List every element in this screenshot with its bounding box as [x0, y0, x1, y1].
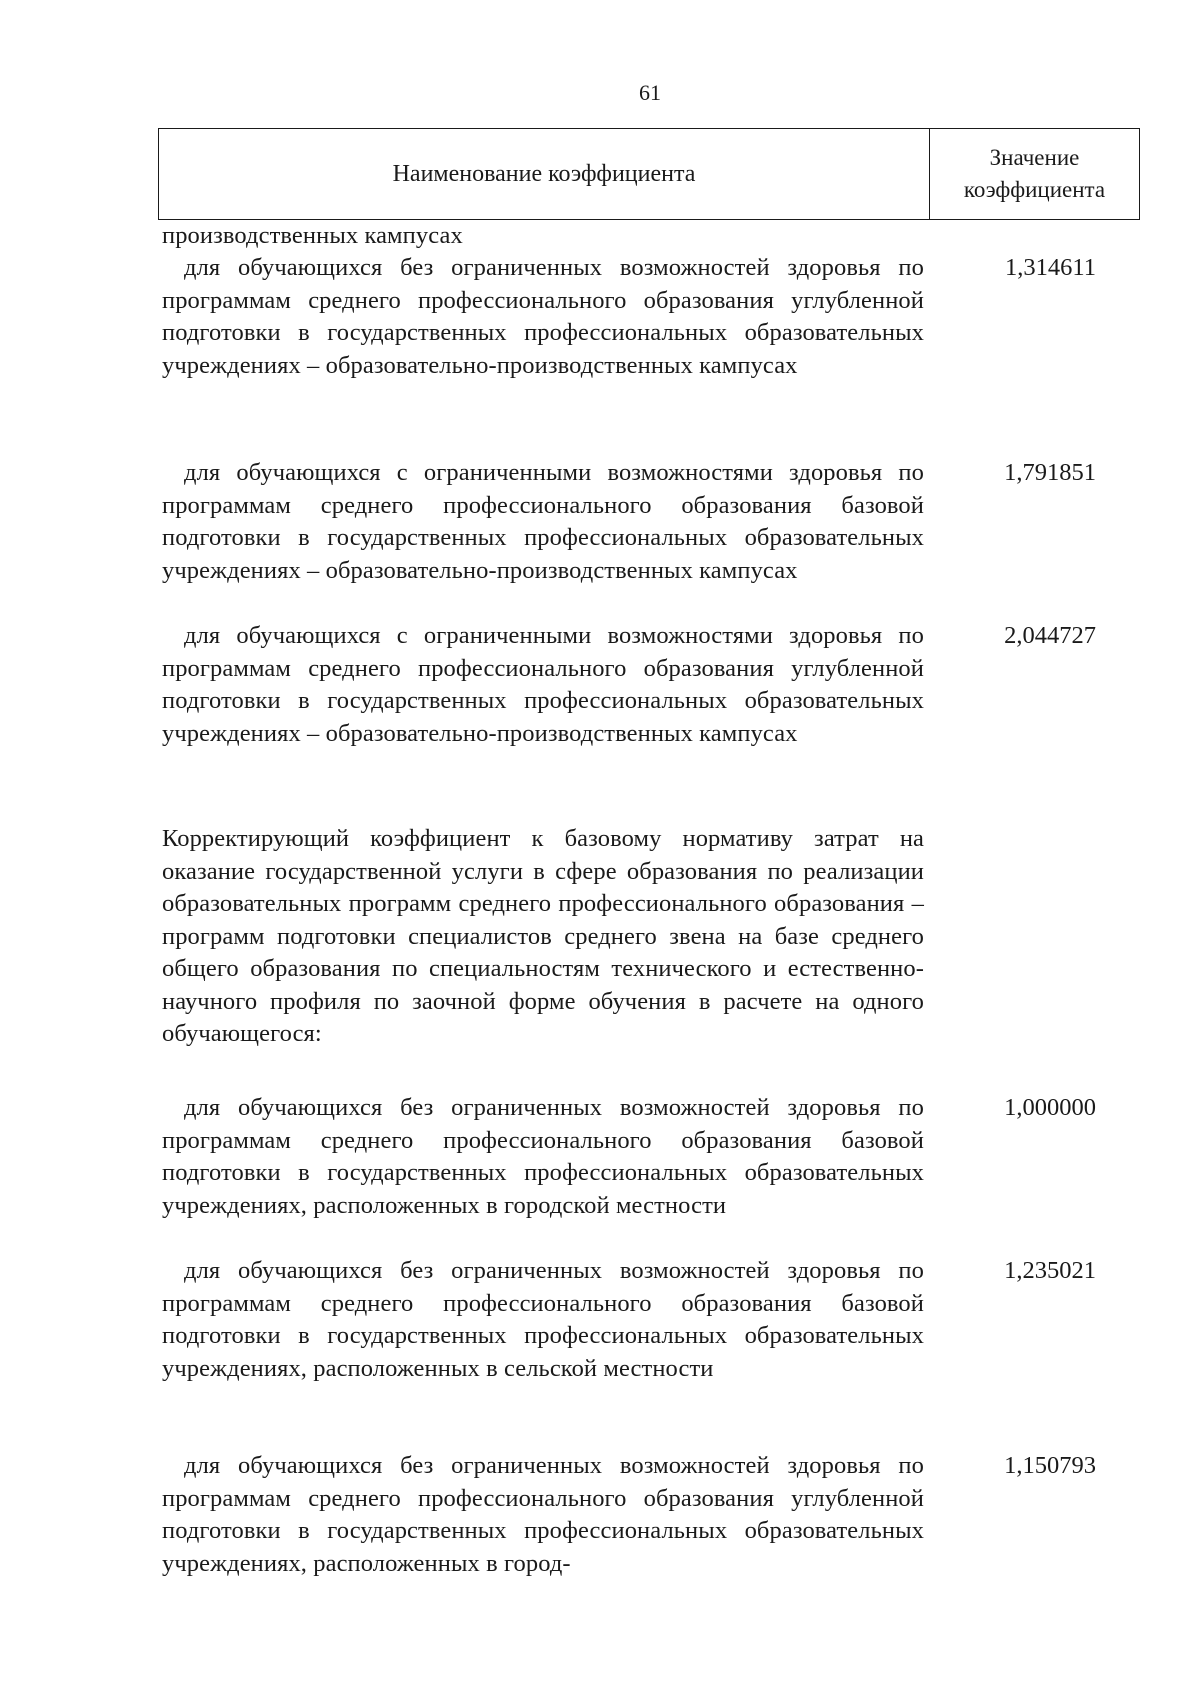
continuation-row — [162, 220, 924, 253]
column-header-name: Наименование коэффициента — [392, 160, 696, 187]
row-description: для обучающихся без ограниченных возможностей здоровья по программам среднего профессионального образования базовой подготовки в государственных профессиональных образовательных учреждениях, расположенных в сельской местности — [162, 1257, 924, 1382]
row-value: 1,235021 — [1004, 1257, 1096, 1284]
section-heading-text: Корректирующий коэффициент к базовому нормативу затрат на оказание государственной услуги в сфере образования по реализации образовательных программ среднего профессионального образования – программ подготовки специалистов среднего звена на базе среднего общего образования по специальностям технического и естественно-научного профиля по заочной форме обучения в расчете на одного обучающегося: — [162, 825, 924, 1047]
row-description: для обучающихся без ограниченных возможностей здоровья по программам среднего профессионального образования углубленной подготовки в государственных профессиональных образовательных учреждениях, расположенных в город- — [162, 1452, 924, 1577]
page-number: 61 — [639, 80, 661, 105]
table-header — [158, 128, 1140, 220]
column-header-value: Значение коэффициента — [963, 145, 1106, 202]
row-description: для обучающихся с ограниченными возможностями здоровья по программам среднего профессионального образования базовой подготовки в государственных профессиональных образовательных учреждениях – образовательно-производственных кампусах — [162, 459, 924, 584]
row-value: 1,314611 — [1005, 254, 1096, 281]
row-description: для обучающихся без ограниченных возможностей здоровья по программам среднего профессионального образования базовой подготовки в государственных профессиональных образовательных учреждениях, расположенных в городской местности — [162, 1094, 924, 1219]
row-value: 2,044727 — [1004, 622, 1096, 649]
row-description: для обучающихся с ограниченными возможностями здоровья по программам среднего профессионального образования углубленной подготовки в государственных профессиональных образовательных учреждениях – образовательно-производственных кампусах — [162, 622, 924, 747]
continuation-text: производственных кампусах — [162, 222, 463, 249]
row-description: для обучающихся без ограниченных возможностей здоровья по программам среднего профессионального образования углубленной подготовки в государственных профессиональных образовательных учреждениях – образовательно-производственных кампусах — [162, 254, 924, 379]
table-row — [162, 620, 924, 750]
row-value: 1,150793 — [1004, 1452, 1096, 1479]
row-value: 1,791851 — [1004, 459, 1096, 486]
row-value: 1,000000 — [1004, 1094, 1096, 1121]
section-heading — [162, 823, 924, 1051]
table-row — [162, 1255, 924, 1385]
table-row — [162, 1450, 924, 1580]
table-row — [162, 1092, 924, 1222]
table-row — [162, 252, 924, 382]
table-row — [162, 457, 924, 587]
